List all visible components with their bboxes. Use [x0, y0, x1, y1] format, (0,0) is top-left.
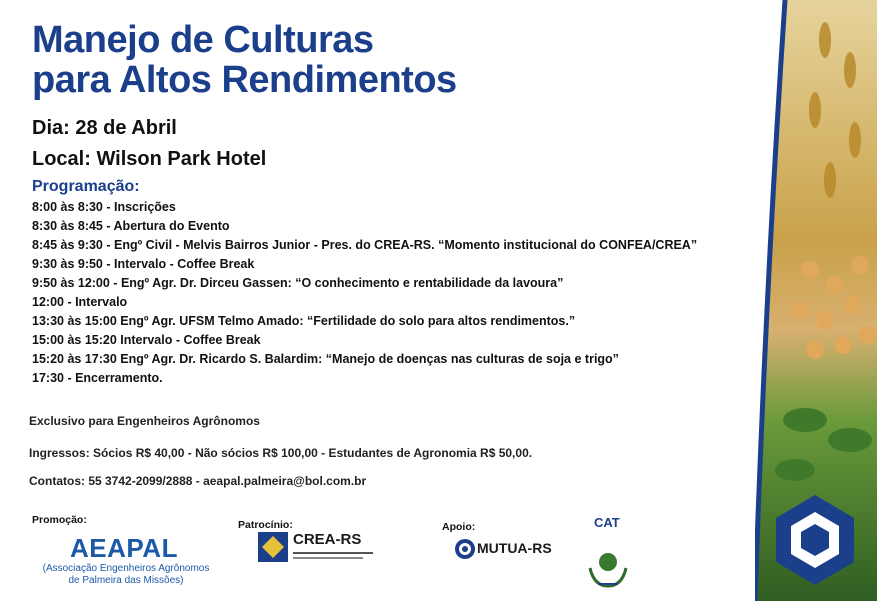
schedule-item: 8:45 às 9:30 - Engº Civil - Melvis Bairros Junior - Pres. do CREA-RS. “Momento institucional do CONFEA/CREA”: [32, 238, 698, 252]
mutua-logo-text: MUTUA-RS: [477, 540, 552, 556]
programacao-heading: Programação:: [32, 178, 140, 195]
schedule-item: 8:00 às 8:30 - Inscrições: [32, 200, 176, 214]
schedule-item: 15:20 às 17:30 Engº Agr. Dr. Ricardo S. Balardim: “Manejo de doenças nas culturas de soja e trigo”: [32, 352, 619, 366]
schedule-item: 9:50 às 12:00 - Engº Agr. Dr. Dirceu Gassen: “O conhecimento e rentabilidade da lavoura”: [32, 276, 564, 290]
schedule-item: 17:30 - Encerramento.: [32, 371, 163, 385]
exclusive-note: Exclusivo para Engenheiros Agrônomos: [29, 414, 260, 428]
mutua-logo-icon: [454, 538, 476, 560]
crea-logo-text: CREA-RS: [293, 531, 362, 548]
cat-logo-text: CAT: [594, 515, 620, 530]
ticket-prices: Ingressos: Sócios R$ 40,00 - Não sócios R$ 100,00 - Estudantes de Agronomia R$ 50,00.: [29, 446, 533, 460]
event-date: Dia: 28 de Abril: [32, 117, 177, 139]
apoio-label: Apoio:: [442, 521, 476, 533]
aepal-logo-text: AEAPAL: [70, 533, 178, 563]
cat-hands-icon: [584, 538, 632, 590]
contact-info: Contatos: 55 3742-2099/2888 - aeapal.palmeira@bol.com.br: [29, 474, 367, 488]
agriculture-photo-panel: [755, 0, 877, 601]
schedule-list: [32, 198, 752, 388]
schedule-item: 9:30 às 9:50 - Intervalo - Coffee Break: [32, 257, 255, 271]
aepal-description: (Associação Engenheiros Agrônomos de Palmeira das Missões): [42, 563, 210, 586]
schedule-item: 12:00 - Intervalo: [32, 295, 128, 309]
schedule-item: 15:00 às 15:20 Intervalo - Coffee Break: [32, 333, 261, 347]
event-location: Local: Wilson Park Hotel: [32, 148, 267, 170]
event-title: [32, 20, 457, 100]
schedule-item: 8:30 às 8:45 - Abertura do Evento: [32, 219, 230, 233]
title-line-2: para Altos Rendimentos: [32, 59, 457, 101]
title-line-1: Manejo de Culturas: [32, 19, 374, 61]
patrocinio-label: Patrocínio:: [238, 519, 293, 531]
schedule-item: 13:30 às 15:00 Engº Agr. UFSM Telmo Amado: “Fertilidade do solo para altos rendimentos.”: [32, 314, 576, 328]
promocao-label: Promoção:: [32, 514, 87, 526]
